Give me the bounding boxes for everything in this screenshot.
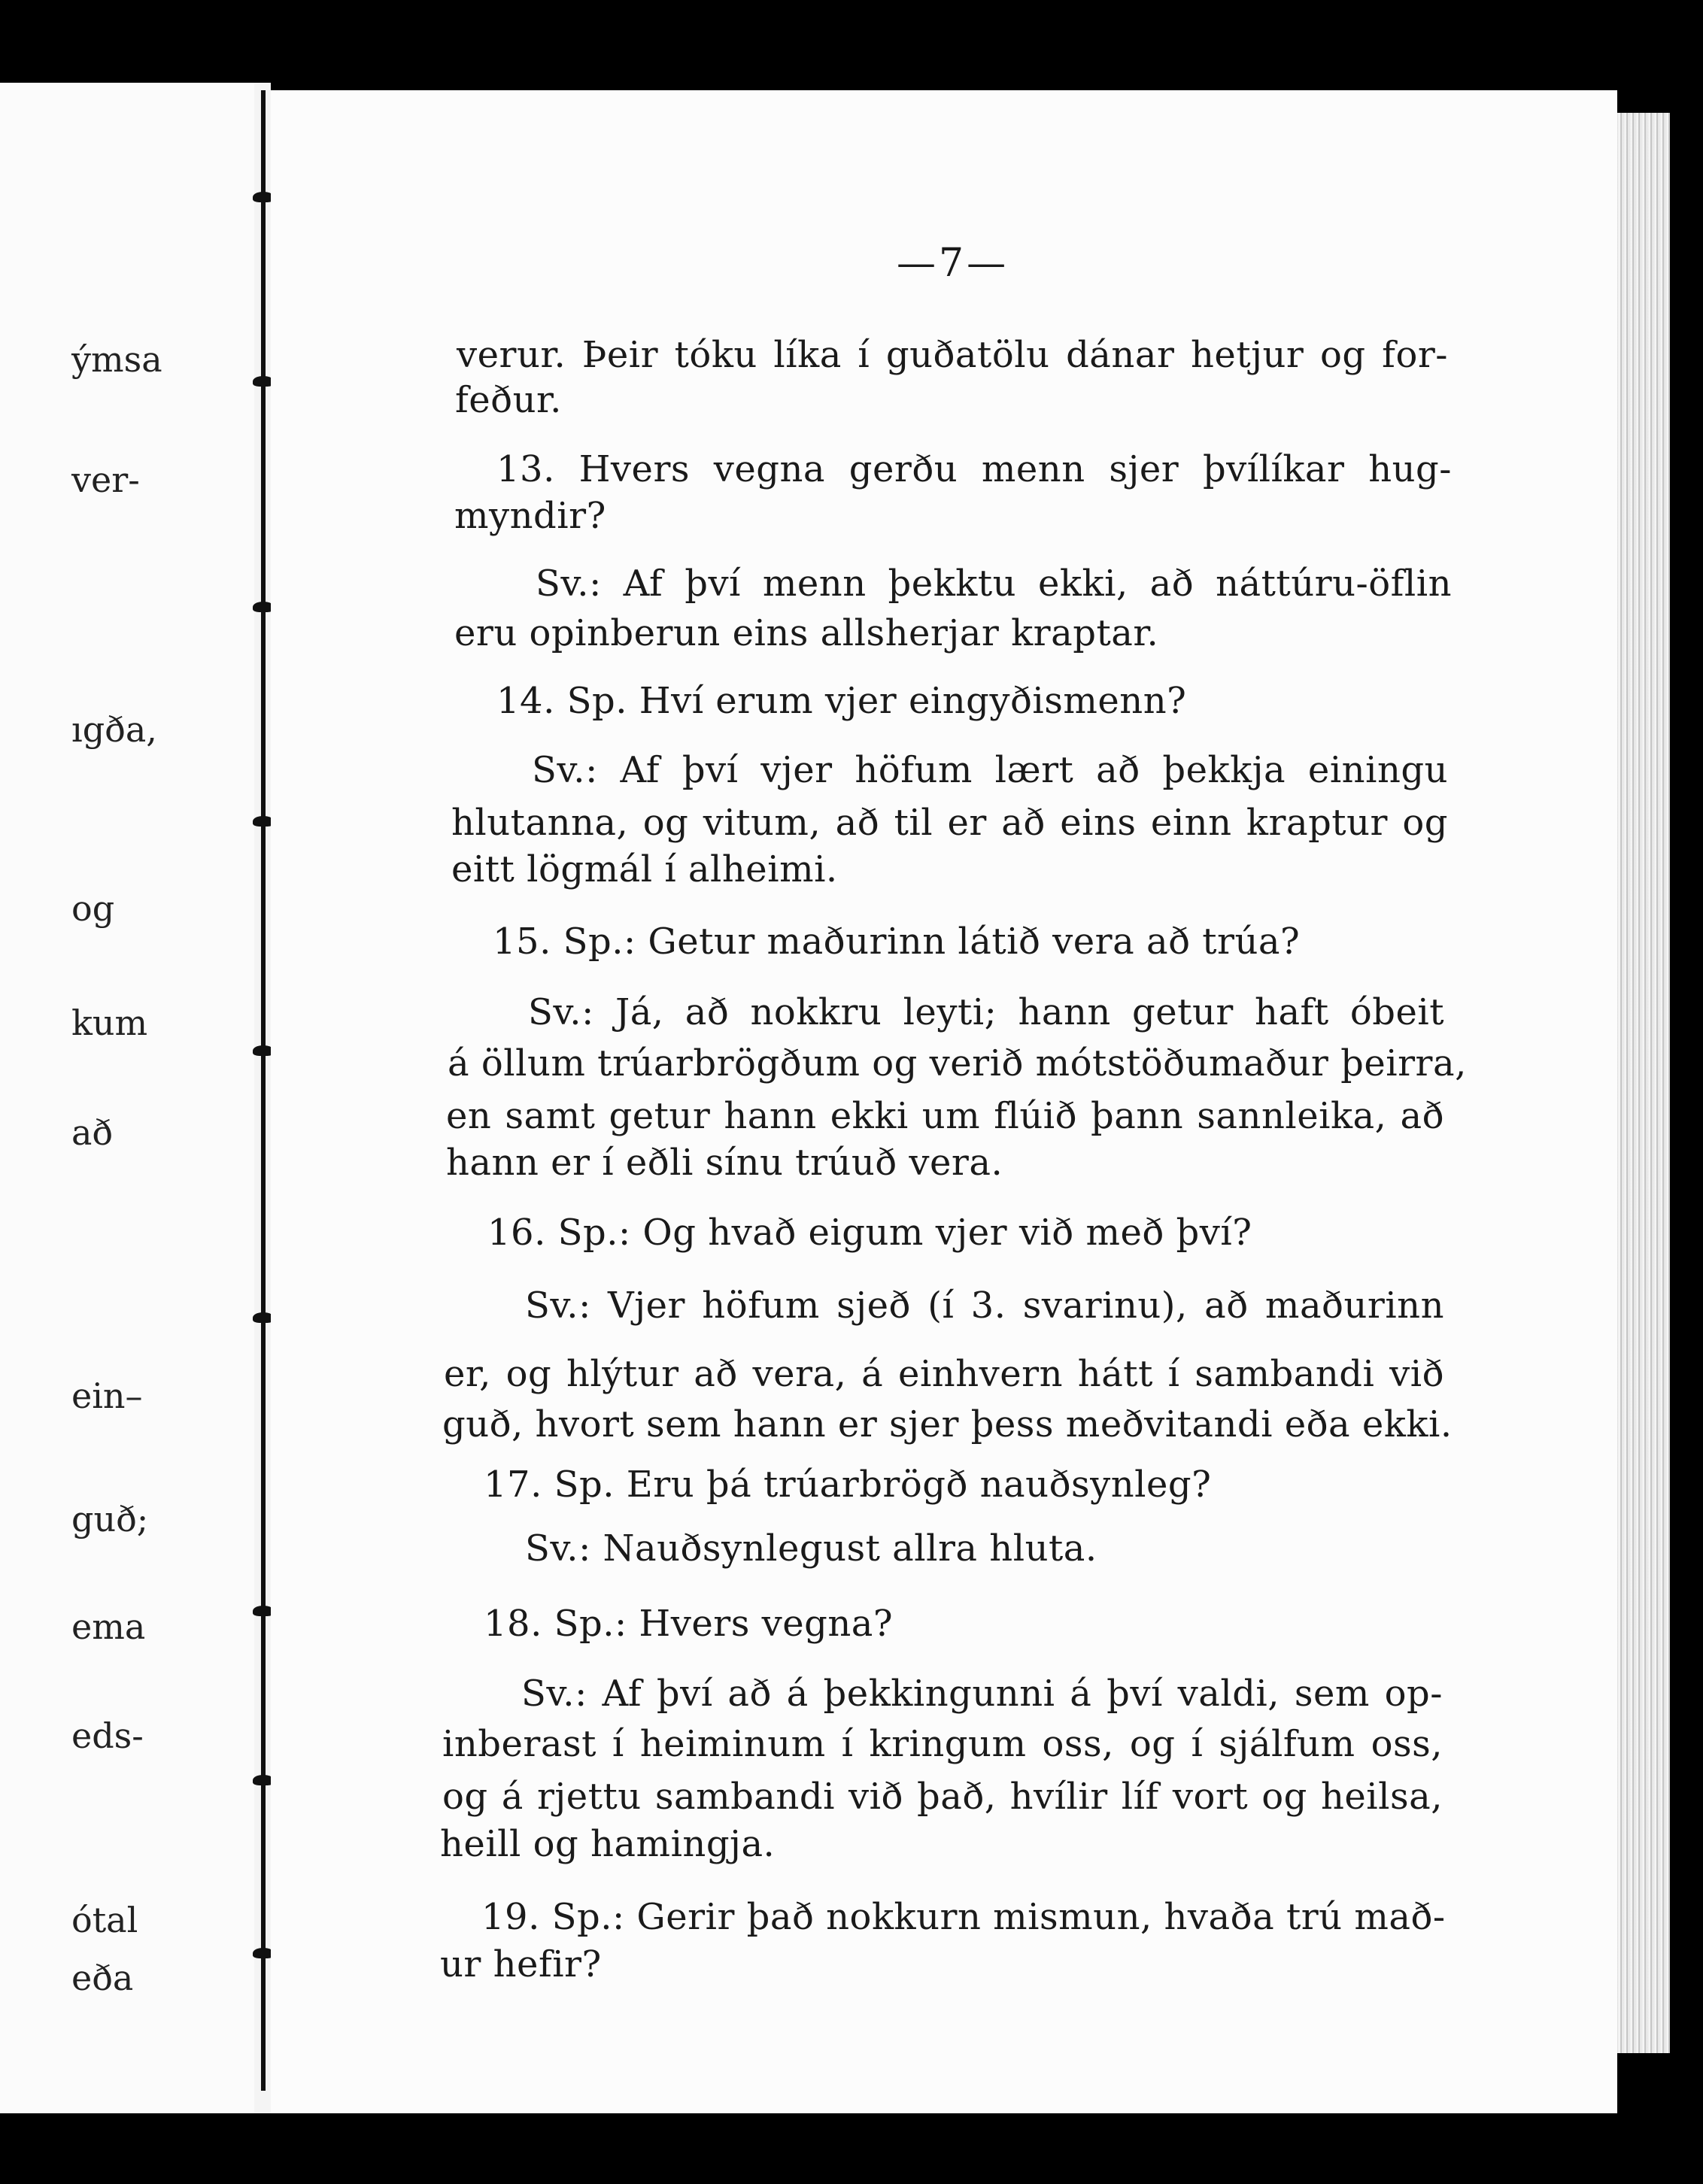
text-line: 16. Sp.: Og hvað eigum vjer við með því? — [487, 1212, 1252, 1254]
left-page-word: og — [71, 888, 115, 929]
left-page-word: að — [71, 1112, 114, 1153]
text-line: 18. Sp.: Hvers vegna? — [484, 1603, 894, 1645]
text-line: guð, hvort sem hann er sjer þess meðvitandi eða ekki. — [442, 1403, 1453, 1445]
left-page-word: guð; — [71, 1499, 149, 1539]
text-line: 19. Sp.: Gerir það nokkurn mismun, hvaða trú mað- — [481, 1896, 1446, 1938]
page-stack-edges — [1617, 113, 1670, 2053]
text-line: inberast í heiminum í kringum oss, og í sjálfum oss, — [442, 1723, 1443, 1765]
text-line: eitt lögmál í alheimi. — [451, 848, 838, 890]
binding-thread — [261, 90, 266, 2091]
left-page-word: ver- — [71, 460, 140, 500]
text-line: 17. Sp. Eru þá trúarbrögð nauðsynleg? — [484, 1464, 1212, 1506]
text-line: feður. — [455, 379, 562, 421]
text-line: er, og hlýtur að vera, á einhvern hátt í sambandi við — [444, 1353, 1444, 1395]
text-line: Sv.: Af því að á þekkingunni á því valdi, sem op- — [521, 1673, 1443, 1715]
left-page-word: eds- — [71, 1715, 144, 1756]
left-page-word: ema — [71, 1606, 146, 1647]
text-line: 15. Sp.: Getur maðurinn látið vera að trúa? — [493, 921, 1301, 963]
text-line: hlutanna, og vitum, að til er að eins einn kraptur og — [451, 802, 1448, 844]
left-page-word: ótal — [71, 1900, 138, 1940]
text-line: ur hefir? — [440, 1943, 602, 1985]
text-line: á öllum trúarbrögðum og verið mótstöðumaður þeirra, — [448, 1042, 1467, 1084]
text-line: eru opinberun eins allsherjar kraptar. — [454, 612, 1159, 654]
left-page-word: ein– — [71, 1376, 143, 1416]
text-line: heill og hamingja. — [440, 1823, 776, 1865]
text-line: Sv.: Nauðsynlegust allra hluta. — [525, 1527, 1097, 1570]
left-page-word: ýmsa — [71, 339, 162, 380]
text-line: 13. Hvers vegna gerðu menn sjer þvílíkar hug- — [496, 448, 1452, 490]
text-line: Sv.: Af því menn þekktu ekki, að náttúru-öflin — [536, 563, 1452, 605]
text-line: hann er í eðli sínu trúuð vera. — [446, 1142, 1003, 1184]
text-line: en samt getur hann ekki um flúið þann sannleika, að — [446, 1095, 1444, 1137]
left-page-word: kum — [71, 1003, 148, 1043]
text-line: verur. Þeir tóku líka í guðatölu dánar hetjur og for- — [457, 334, 1448, 376]
text-line: myndir? — [454, 495, 606, 537]
text-line: og á rjettu sambandi við það, hvílir líf vort og heilsa, — [442, 1776, 1443, 1818]
text-line: Sv.: Vjer höfum sjeð (í 3. svarinu), að maðurinn — [525, 1285, 1444, 1327]
text-line: 14. Sp. Hví erum vjer eingyðismenn? — [496, 680, 1187, 722]
left-page-word: ıgða, — [71, 709, 157, 750]
left-facing-page — [0, 83, 260, 2113]
page-number: —7— — [897, 241, 1009, 286]
text-line: Sv.: Já, að nokkru leyti; hann getur haft óbeit — [528, 991, 1444, 1033]
left-page-word: eða — [71, 1958, 134, 1998]
text-line: Sv.: Af því vjer höfum lært að þekkja einingu — [532, 749, 1448, 791]
